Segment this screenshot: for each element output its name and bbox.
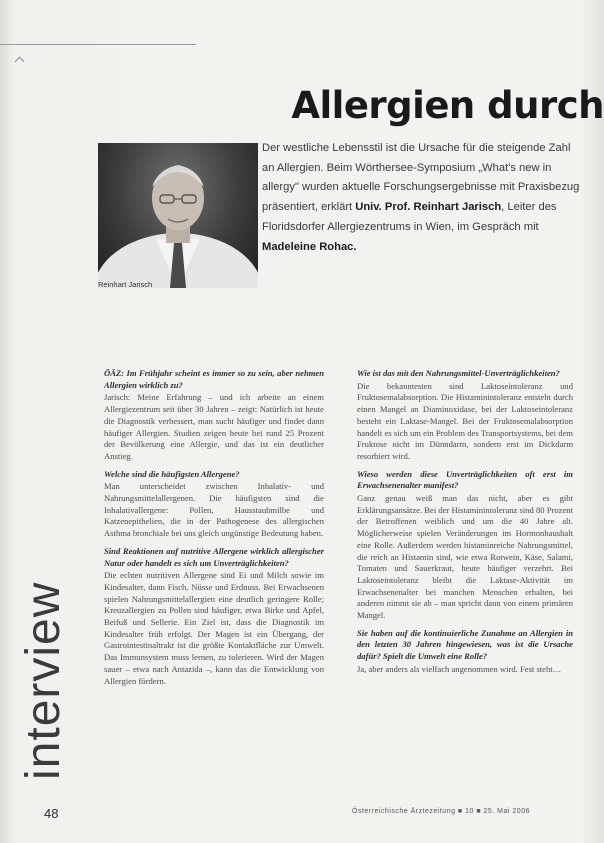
- corner-mark: [15, 57, 25, 67]
- right-column: [357, 368, 573, 676]
- intro-text-2: , Leiter des Floridsdorfer Allergiezentrums in Wien, im Gespräch mit: [262, 201, 557, 233]
- answer: Die bekanntesten sind Laktoseintoleranz und Fruktosemalabsorption. Die Histaminintoleranz entsteht durch einen Mangel an Diaminoxidase, bei der Laktoseintoleranz besteht ein Laktase-Mangel. Bei der Fruktosemalabsorption handelt es sich um ein Problem des Transportsystems, bei dem Fruktose nicht im Dünndarm, sondern erst im Dickdarm resorbiert wird.: [357, 380, 573, 461]
- page-number: 48: [44, 806, 59, 821]
- answer: Jarisch: Meine Erfahrung – und ich arbeite an einem Allergiezentrum seit über 30 Jahren – zeigt: Natürlich ist heute die Diagnostik verbessert, man sucht häufiger und findet dann häufiger Allergien. Studien zeigen heute bei rund 25 Prozent der Bevölkerung eine Allergie, und das ist ein deutlicher Anstieg.: [104, 392, 324, 461]
- answer: Die echten nutritiven Allergene sind Ei und Milch sowie im Kindesalter, dann Fisch, Nüsse und Erdnuss. Bei Erwachsenen spielen Nahrungsmittelallergien eine deutlich geringere Rolle; Kreuzallergien zu Pollen sind häufiger, etwa Birke und Apfel, Beifuß und Sellerie. Ein Ziel ist, dass die Diagnostik im Kindesalter früh erfolgt. Der Magen ist ein Übergang, der Gastrointestinaltrakt ist die größte Kontaktfläche zur Umwelt. Das Immunsystem muss lernen, zu tolerieren. Wird der Magen sauer – etwa nach Antazida –, kann das die Entwicklung von Allergien fördern.: [104, 570, 324, 686]
- question: Wie ist das mit den Nahrungsmittel-Unverträglichkeiten?: [357, 368, 560, 378]
- intro-interviewer: Madeleine Rohac.: [262, 240, 357, 253]
- question: Sind Reaktionen auf nutritive Allergene wirklich allergischer Natur oder handelt es sich um Unverträglichkeiten?: [104, 545, 324, 568]
- left-column: [104, 368, 324, 687]
- page-footer: Österreichische Ärztezeitung ■ 10 ■ 25. Mai 2006: [352, 808, 530, 815]
- answer: Man unterscheidet zwischen Inhalativ- und Nahrungsmittelallergenen. Die häufigsten sind die Inhalativallergene: Pollen, Hausstaubmilbe und Katzenepithelien, die in der Pathogenese des allergischen Asthma bronchiale bei uns gleich ungünstige Bedeutung haben.: [104, 481, 324, 539]
- article-title: Allergien durch: [291, 84, 604, 127]
- answer: Ganz genau weiß man das nicht, aber es gibt Erklärungsansätze. Bei der Histaminintoleranz sind 80 Prozent der Betroffenen weiblich und um die 40 Jahre alt. Möglicherweise spielen Veränderungen im Hormonhaushalt eine Rolle. Außerdem werden histaminreiche Nahrungsmittel, die reich an Histamin sind, wie etwa Rotwein, Käse, Salami, Tomaten und Sauerkraut, heute häufiger verzehrt. Bei Laktoseintoleranz bleibt die Laktase-Aktivität im Erwachsenenalter bei manchen Menschen erhalten, bei anderen nimmt sie ab – man spricht dann von einem primären Mangel.: [357, 493, 573, 621]
- question: Welche sind die häufigsten Allergene?: [104, 468, 240, 479]
- section-label: interview: [17, 581, 70, 780]
- question: Wieso werden diese Unverträglichkeiten oft erst im Erwachsenenalter manifest?: [357, 468, 573, 491]
- intro-text: Der westliche Lebensstil ist die Ursache für die steigende Zahl an Allergien. Beim Wörthersee-Symposium „What's new in allergy" wurden aktuelle Forschungsergebnisse mit Praxisbezug präsentiert, erklärt: [262, 142, 580, 214]
- intro-name: Univ. Prof. Reinhart Jarisch: [355, 201, 502, 214]
- portrait-photo: [98, 143, 258, 288]
- photo-caption: Reinhart Jarisch: [98, 280, 153, 289]
- top-rule: [0, 44, 196, 45]
- answer: Ja, aber anders als vielfach angenommen wird. Fest steht…: [357, 663, 562, 674]
- article-intro: [262, 139, 582, 257]
- question: Sie haben auf die kontinuierliche Zunahme an Allergien in den letzten 30 Jahren hingewiesen, was ist die Ursache dafür? Spielt die Umwelt eine Rolle?: [357, 627, 573, 662]
- question: ÖÄZ: Im Frühjahr scheint es immer so zu sein, aber nehmen Allergien wirklich zu?: [104, 368, 324, 390]
